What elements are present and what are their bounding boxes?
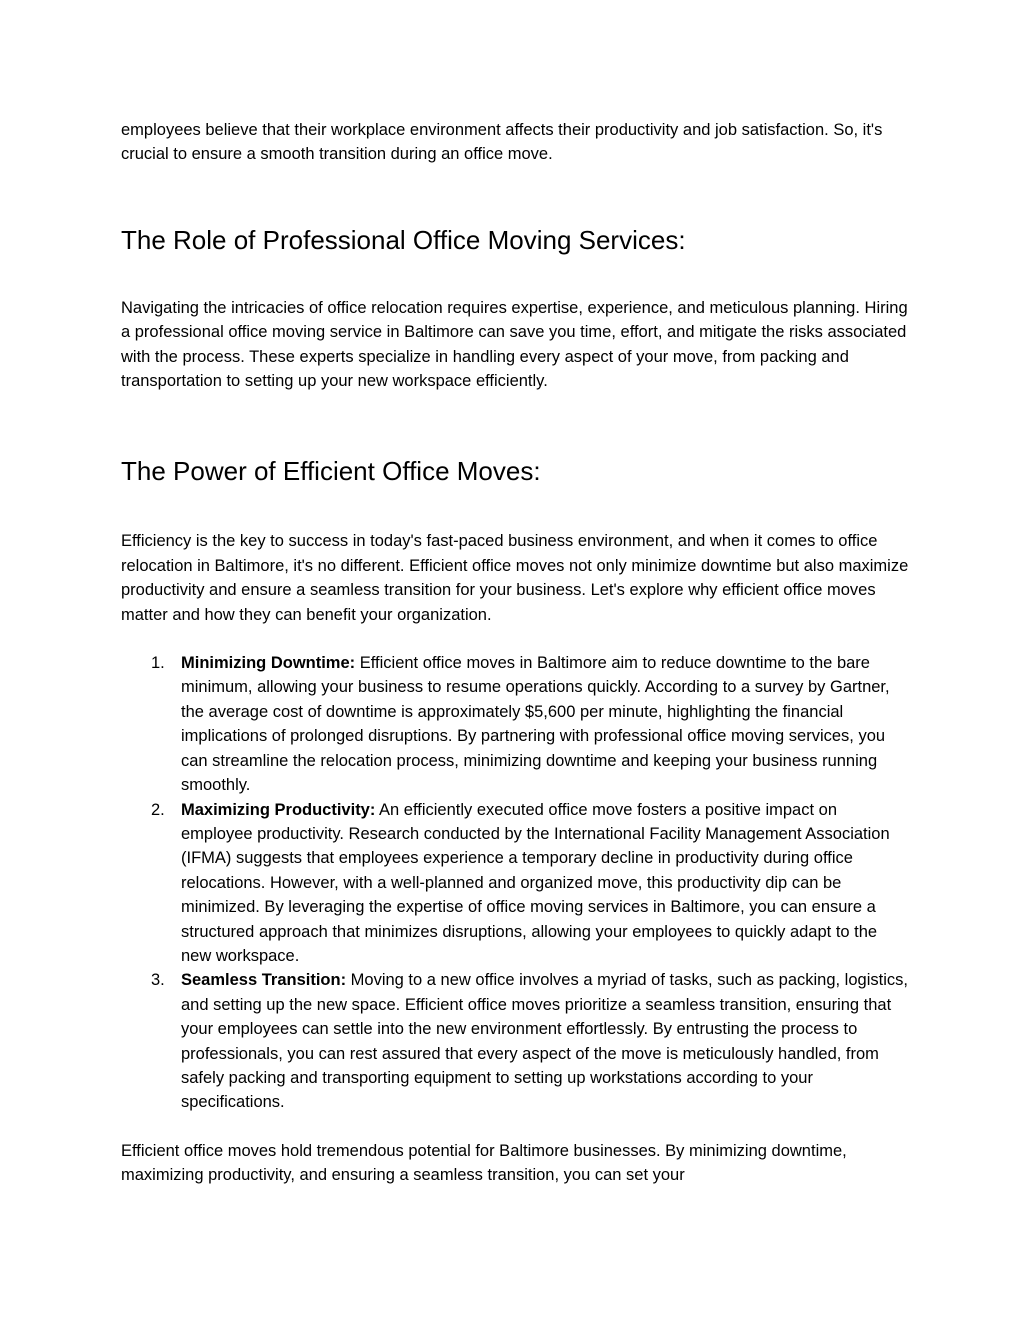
intro-paragraph: employees believe that their workplace environment affects their productivity and job satisfaction. So, it's crucial to ensure a smooth transition during an office move. [121,121,883,164]
list-item-number: 3. [151,971,165,990]
document-page [121,118,911,1188]
list-item [121,798,911,969]
list-item-text: An efficiently executed office move fosters a positive impact on employee productivity. Research conducted by the International Facility Management Association (IFMA) suggests that employees experience a temporary decline in productivity during office relocations. However, with a well-planned and organized move, this productivity dip can be minimized. By leveraging the expertise of office moving services in Baltimore, you can ensure a structured approach that minimizes disruptions, allowing your employees to quickly adapt to the new workspace. [181,800,890,965]
closing-paragraph: Efficient office moves hold tremendous potential for Baltimore businesses. By minimizing downtime, maximizing productivity, and ensuring a seamless transition, you can set your [121,1141,847,1185]
list-item-text: Moving to a new office involves a myriad of tasks, such as packing, logistics, and setting up the new space. Efficient office moves prioritize a seamless transition, ensuring that your employees can settle into the new environment effortlessly. By entrusting the process to professionals, you can rest assured that every aspect of the move is meticulously handled, from safely packing and transporting equipment to setting up workstations according to your specifications. [181,971,908,1112]
list-item-text: Efficient office moves in Baltimore aim to reduce downtime to the bare minimum, allowing your business to resume operations quickly. According to a survey by Gartner, the average cost of downtime is approximately $5,600 per minute, highlighting the financial implications of prolonged disruptions. By partnering with professional office moving services, you can streamline the relocation process, minimizing downtime and keeping your business running smoothly. [181,654,890,795]
list-item-term: Minimizing Downtime: [181,654,356,673]
list-item [121,651,911,797]
section-heading-role: The Role of Professional Office Moving Services: [121,224,686,255]
list-item [121,968,911,1114]
list-item-number: 2. [151,800,165,819]
list-item-term: Maximizing Productivity: [181,800,376,819]
power-paragraph: Efficiency is the key to success in today's fast-paced business environment, and when it comes to office relocation in Baltimore, it's no different. Efficient office moves not only minimize downtime but also maximize productivity and ensure a seamless transition for your business. Let's explore why efficient office moves matter and how they can benefit your organization. [121,532,909,624]
list-item-term: Seamless Transition: [181,971,347,990]
list-item-number: 1. [151,654,165,673]
role-paragraph: Navigating the intricacies of office relocation requires expertise, experience, and meticulous planning. Hiring a professional office moving service in Baltimore can save you time, effort, and mitigate the risks associated with the process. These experts specialize in handling every aspect of your move, from packing and transportation to setting up your new workspace efficiently. [121,298,908,391]
section-heading-power: The Power of Efficient Office Moves: [121,456,541,487]
benefits-list [121,651,911,1115]
